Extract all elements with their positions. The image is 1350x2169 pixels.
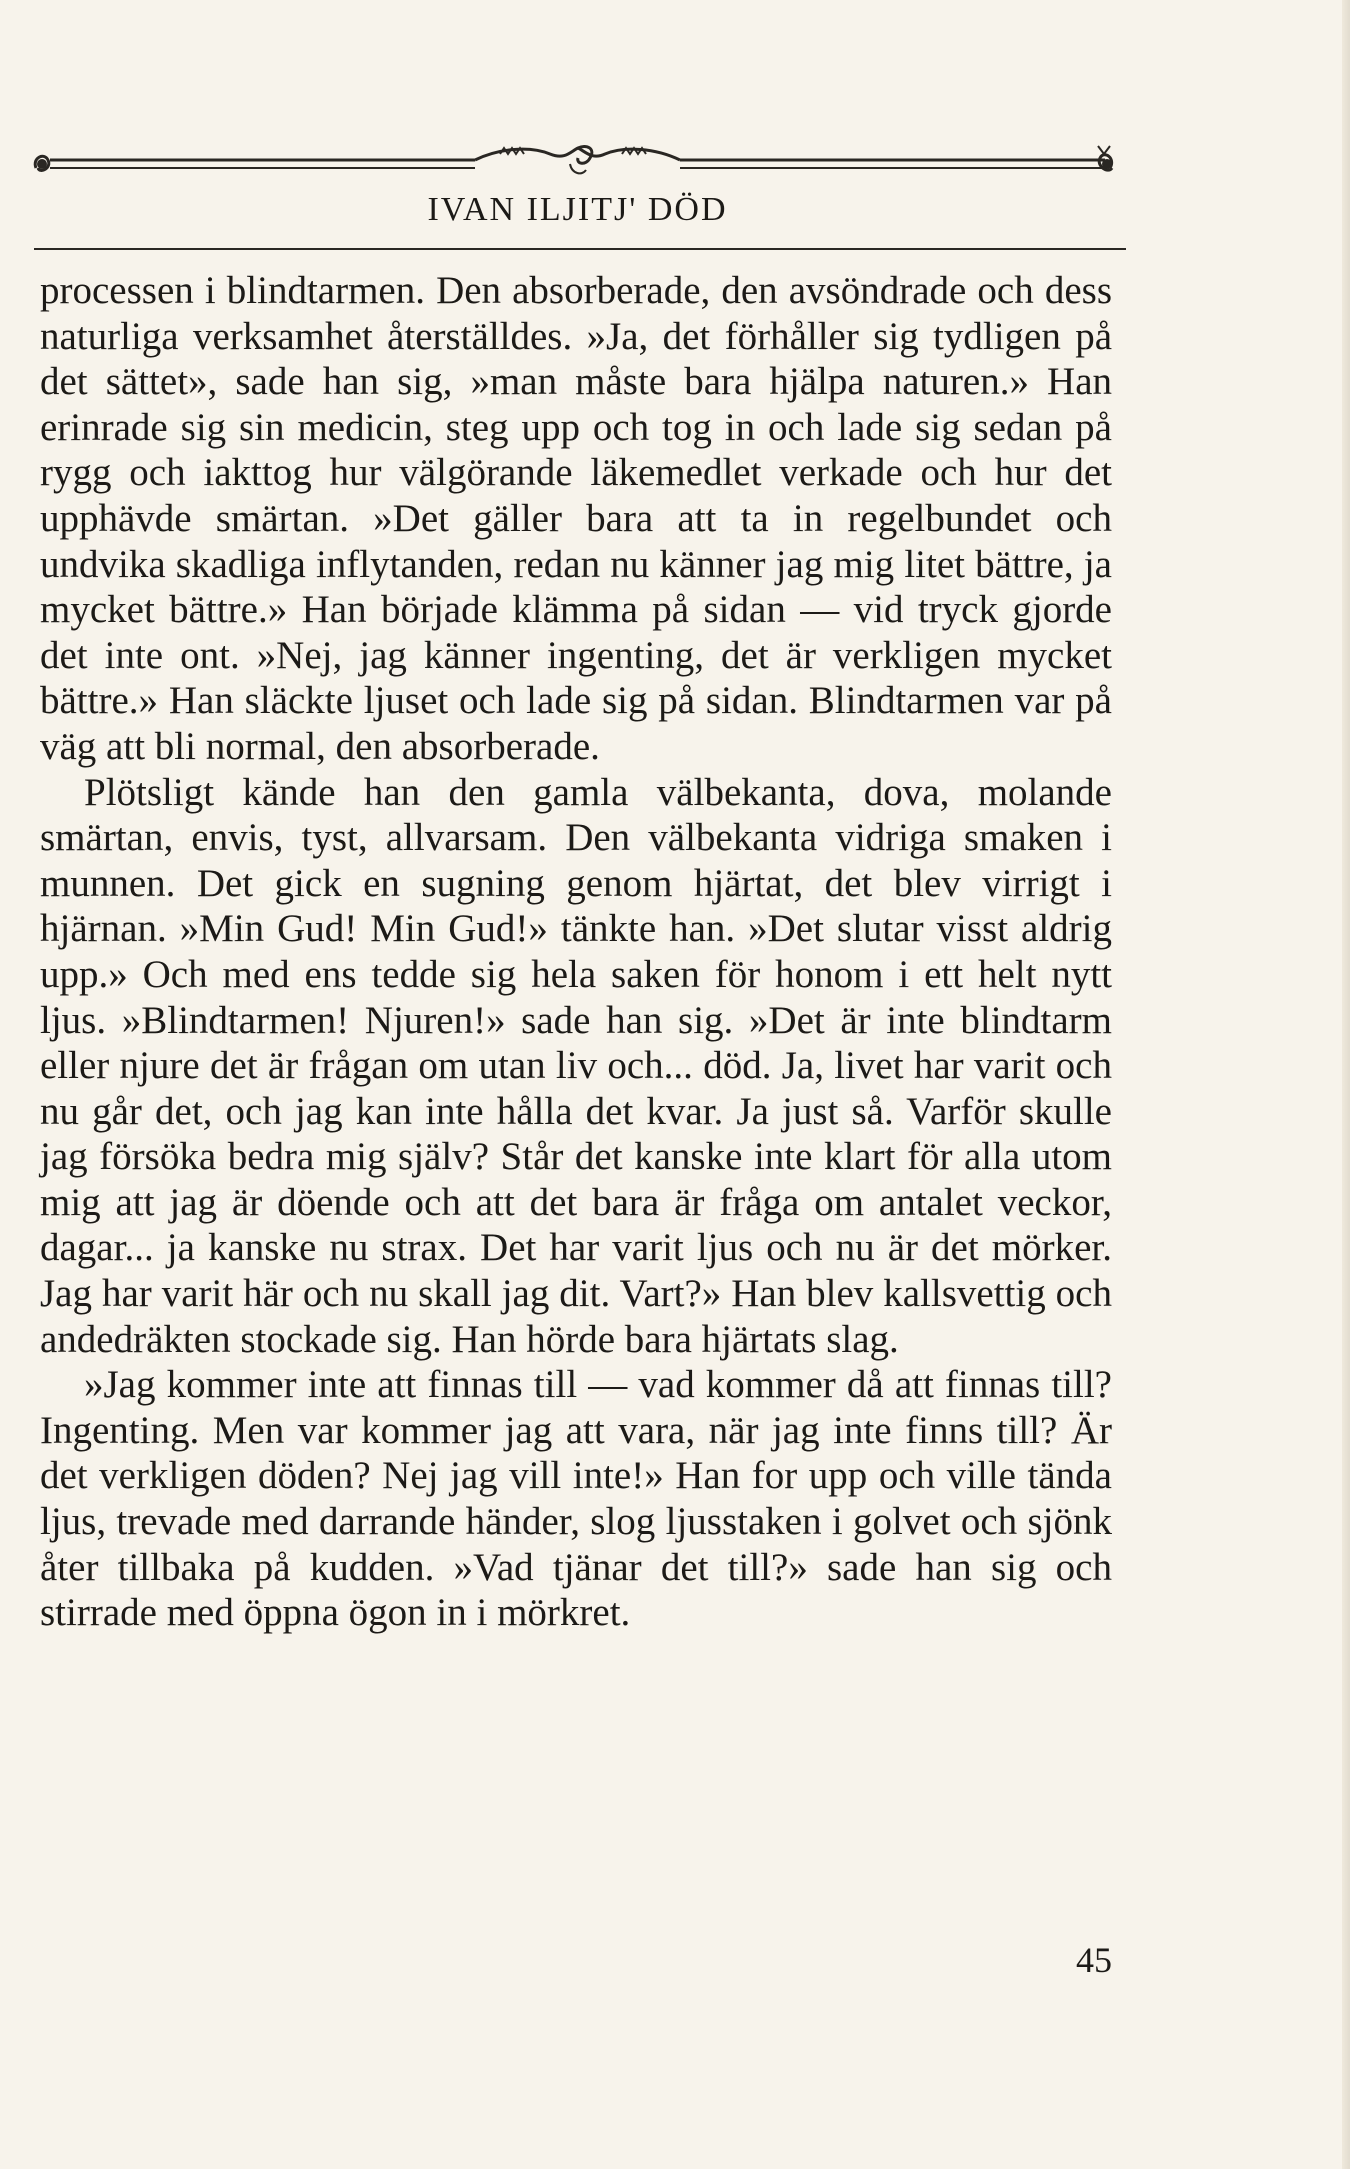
paragraph: »Jag kommer inte att finnas till — vad kommer då att finnas till? Ingenting. Men var kommer jag att vara, när jag inte finns till? Är det verkligen döden? Nej jag vill inte!» Han for upp och ville tända ljus, trevade med darrande händer, slog ljusstaken i golvet och sjönk åter tillbaka på kudden. »Vad tjänar det till?» sade han sig och stirrade med öppna ögon in i mörkret.	[40, 1363, 1112, 1635]
page-number: 45	[1076, 1940, 1112, 1980]
paragraph: Plötsligt kände han den gamla välbekanta, dova, molande smärtan, envis, tyst, allvarsam. Den välbekanta vidriga smaken i munnen. Det gick en sugning genom hjärtat, det blev virrigt i hjärnan. »Min Gud! Min Gud!» tänkte han. »Det slutar visst aldrig upp.» Och med ens tedde sig hela saken för honom i ett helt nytt ljus. »Blindtarmen! Njuren!» sade han sig. »Det är inte blindtarm eller njure det är frågan om utan liv och... död. Ja, livet har varit och nu går det, och jag kan inte hålla det kvar. Ja just så. Varför skulle jag försöka bedra mig själv? Står det kanske inte klart för alla utom mig att jag är döende och att det bara är fråga om antalet veckor, dagar... ja kanske nu strax. Det har varit ljus och nu är det mörker. Jag har varit här och nu skall jag dit. Vart?» Han blev kallsvettig och andedräkten stockade sig. Han hörde bara hjärtats slag.	[40, 770, 1112, 1361]
paragraph: processen i blindtarmen. Den absorberade, den avsöndrade och dess naturliga verksamhet återställdes. »Ja, det förhåller sig tydligen på det sättet», sade han sig, »man måste bara hjälpa naturen.» Han erinrade sig sin medicin, steg upp och tog in och lade sig sedan på rygg och iakttog hur välgörande läkemedlet verkade och hur det upphävde smärtan. »Det gäller bara att ta in regelbundet och undvika skadliga inflytanden, redan nu känner jag mig litet bättre, ja mycket bättre.» Han började klämma på sidan — vid tryck gjorde det inte ont. »Nej, jag känner ingenting, det är verkligen mycket bättre.» Han släckte ljuset och lade sig på sidan. Blindtarmen var på väg att bli normal, den absorberade.	[40, 269, 1112, 768]
running-title: IVAN ILJITJ' DÖD	[427, 191, 728, 228]
header-ornament	[30, 128, 1125, 198]
header-rule	[34, 248, 1126, 250]
body-text	[40, 268, 1112, 1636]
page-edge	[1342, 0, 1350, 2169]
